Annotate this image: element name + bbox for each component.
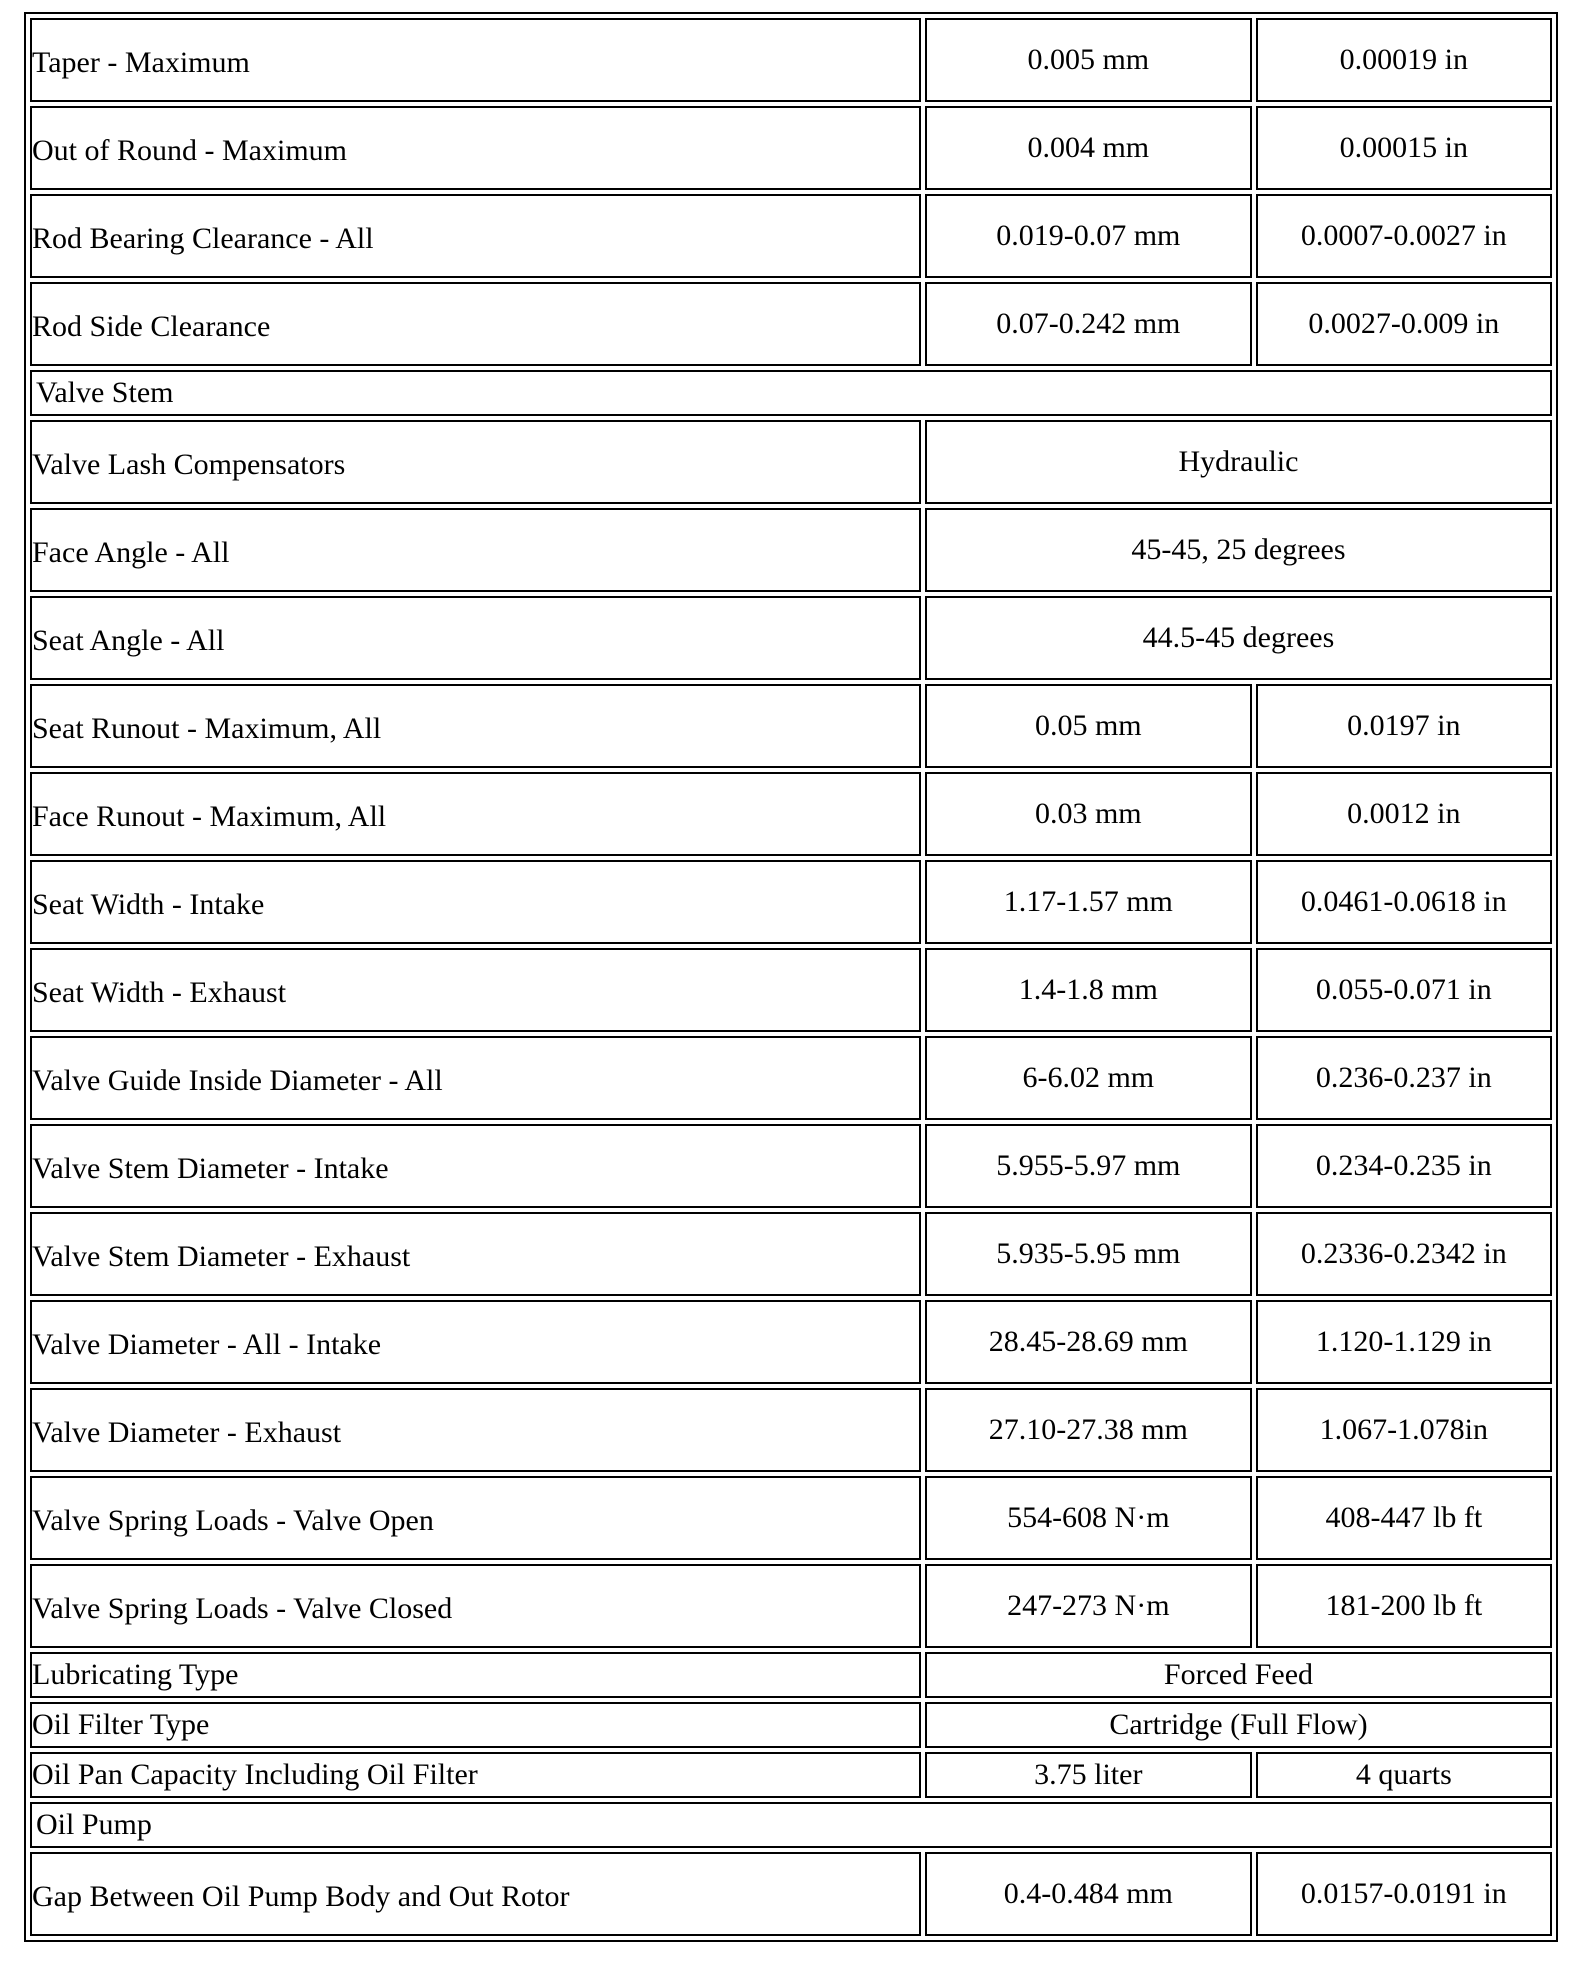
spec-label-cell [30,948,921,1032]
metric-value: 1.4-1.8 mm [925,948,1252,1032]
metric-value: 247-273 N·m [925,1564,1252,1648]
spec-page [24,12,1558,1942]
spec-label: • Valve Spring Loads - Valve Open [32,1498,919,1538]
spec-label-cell [30,1036,921,1120]
spec-label: • Face Angle - All [32,530,919,570]
engine-spec-table [24,12,1558,1942]
spec-label: • Seat Width - Exhaust [32,970,919,1010]
section-header-row [30,1802,1552,1848]
spec-label: • Rod Bearing Clearance - All [32,216,919,256]
spec-row [30,1852,1552,1936]
imperial-value: 0.00019 in [1256,18,1552,102]
spec-label: • Seat Width - Intake [32,882,919,922]
spec-row [30,106,1552,190]
spec-row [30,1300,1552,1384]
spec-row [30,18,1552,102]
spec-label-cell [30,1564,921,1648]
spec-value: Cartridge (Full Flow) [925,1702,1552,1748]
imperial-value: 181-200 lb ft [1256,1564,1552,1648]
imperial-value: 0.2336-0.2342 in [1256,1212,1552,1296]
metric-value: 5.955-5.97 mm [925,1124,1252,1208]
imperial-value: 0.055-0.071 in [1256,948,1552,1032]
spec-label: • Valve Guide Inside Diameter - All [32,1058,919,1098]
spec-label: • Face Runout - Maximum, All [32,794,919,834]
spec-label: • Seat Angle - All [32,618,919,658]
imperial-value: 0.0027-0.009 in [1256,282,1552,366]
imperial-value: 0.0012 in [1256,772,1552,856]
spec-row [30,1124,1552,1208]
metric-value: 0.019-0.07 mm [925,194,1252,278]
spec-label-cell [30,860,921,944]
spec-label-cell [30,1300,921,1384]
spec-label-cell [30,106,921,190]
imperial-value: 1.067-1.078in [1256,1388,1552,1472]
section-title: Oil Pump [30,1802,1552,1848]
metric-value: 5.935-5.95 mm [925,1212,1252,1296]
spec-label: • Taper - Maximum [32,40,919,80]
imperial-value: 0.236-0.237 in [1256,1036,1552,1120]
spec-label: • Valve Stem Diameter - Intake [32,1146,919,1186]
imperial-value: 0.0157-0.0191 in [1256,1852,1552,1936]
spec-row [30,1702,1552,1748]
imperial-value: 0.0197 in [1256,684,1552,768]
imperial-value: 0.234-0.235 in [1256,1124,1552,1208]
spec-row [30,772,1552,856]
spec-row [30,684,1552,768]
metric-value: 0.05 mm [925,684,1252,768]
metric-value: 1.17-1.57 mm [925,860,1252,944]
spec-label-cell [30,194,921,278]
spec-label: • Valve Diameter - Exhaust [32,1410,919,1450]
metric-value: 0.03 mm [925,772,1252,856]
imperial-value: 0.00015 in [1256,106,1552,190]
spec-label: • Out of Round - Maximum [32,128,919,168]
spec-label-cell [30,18,921,102]
imperial-value: 1.120-1.129 in [1256,1300,1552,1384]
spec-label-cell [30,1388,921,1472]
spec-label: • Valve Stem Diameter - Exhaust [32,1234,919,1274]
spec-label-cell [30,508,921,592]
spec-label: • Rod Side Clearance [32,304,919,344]
metric-value: 0.004 mm [925,106,1252,190]
spec-row [30,1388,1552,1472]
spec-label: • Seat Runout - Maximum, All [32,706,919,746]
spec-row [30,420,1552,504]
spec-row [30,596,1552,680]
spec-label-cell [30,684,921,768]
spec-label-cell [30,1476,921,1560]
spec-label: Oil Filter Type [30,1702,921,1748]
metric-value: 6-6.02 mm [925,1036,1252,1120]
metric-value: 3.75 liter [925,1752,1252,1798]
spec-row [30,1752,1552,1798]
spec-label: • Valve Lash Compensators [32,442,919,482]
spec-label: • Valve Diameter - All - Intake [32,1322,919,1362]
spec-label-cell [30,1124,921,1208]
spec-label-cell [30,1212,921,1296]
imperial-value: 408-447 lb ft [1256,1476,1552,1560]
imperial-value: 0.0007-0.0027 in [1256,194,1552,278]
section-title: Valve Stem [30,370,1552,416]
spec-row [30,1212,1552,1296]
metric-value: 554-608 N·m [925,1476,1252,1560]
spec-label-cell [30,420,921,504]
spec-value: 45-45, 25 degrees [925,508,1552,592]
spec-label-cell [30,772,921,856]
spec-label: Oil Pan Capacity Including Oil Filter [30,1752,921,1798]
metric-value: 0.005 mm [925,18,1252,102]
spec-row [30,1476,1552,1560]
spec-label-cell [30,282,921,366]
spec-label: • Valve Spring Loads - Valve Closed [32,1586,919,1626]
spec-value: Hydraulic [925,420,1552,504]
metric-value: 28.45-28.69 mm [925,1300,1252,1384]
spec-row [30,860,1552,944]
imperial-value: 4 quarts [1256,1752,1552,1798]
section-header-row [30,370,1552,416]
spec-value: 44.5-45 degrees [925,596,1552,680]
spec-row [30,194,1552,278]
spec-row [30,1564,1552,1648]
spec-label: Lubricating Type [30,1652,921,1698]
spec-value: Forced Feed [925,1652,1552,1698]
spec-label-cell [30,1852,921,1936]
spec-row [30,282,1552,366]
spec-label-cell [30,596,921,680]
spec-table-body [30,18,1552,1936]
spec-row [30,1652,1552,1698]
metric-value: 0.4-0.484 mm [925,1852,1252,1936]
metric-value: 27.10-27.38 mm [925,1388,1252,1472]
spec-row [30,948,1552,1032]
metric-value: 0.07-0.242 mm [925,282,1252,366]
spec-label: • Gap Between Oil Pump Body and Out Rotor [32,1874,919,1914]
spec-row [30,1036,1552,1120]
imperial-value: 0.0461-0.0618 in [1256,860,1552,944]
spec-row [30,508,1552,592]
